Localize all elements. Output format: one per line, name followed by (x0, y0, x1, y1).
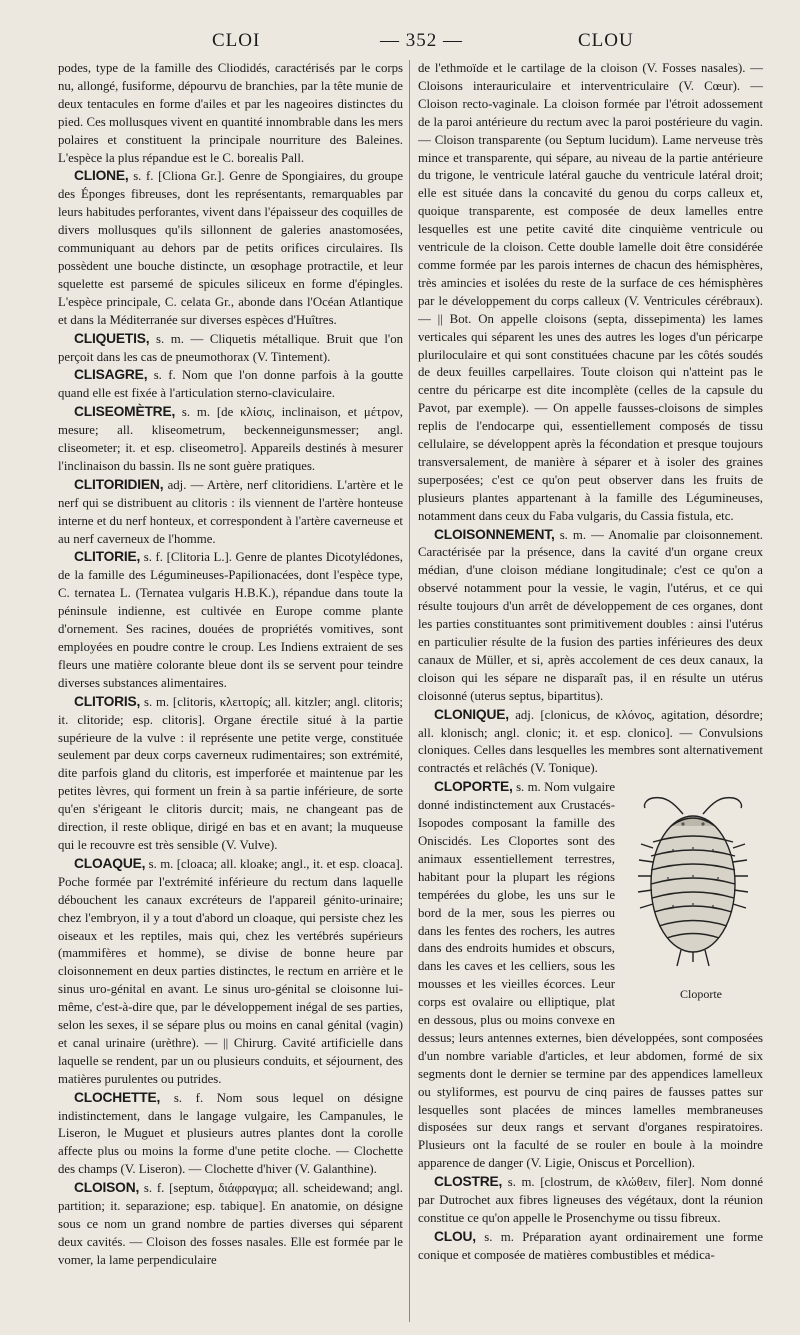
headword: CLOU, (434, 1228, 476, 1244)
figure-caption: Cloporte (680, 987, 722, 1002)
entry-clitorie: CLITORIE, s. f. [Clitoria L.]. Genre de plantes Dicotylédones, de la famille des Légumineuses-Papilionacées, dont l'espèce type, C. ternatea L. (Ternatea vulgaris H.B.K.), répandue dans toute la péninsule indienne, est cultivée en Europe comme plante d'ornement. Ses racines, douées de propriétés vomitives, sont employées en poudre contre le croup. Les Indiens extraient de ses fleurs une matière colorante bleue dont ils se servent pour teindre diverses substances alimentaires. (58, 549, 403, 690)
headword: CLISAGRE, (74, 367, 148, 383)
entry-cliseometre: CLISEOMÈTRE, s. m. [de κλίσις, inclinaison, et μέτρον, mesure; all. kliseometrum, beckenneigunsmesser; angl. cliseometer; it. et esp. cliseometro]. Appareils destinés à mesurer l'inclinaison du bassin. Ils ne sont guère pratiques. (58, 404, 403, 473)
entry-clitoris: CLITORIS, s. m. [clitoris, κλειτορίς; all. kitzler; angl. clitoris; it. clitoride; esp. clitoris]. Organe érectile situé à la partie supérieure de la vulve : il représente une petite verge, constituée seulement par deux corps caverneux rudimentaires; son extrémité, dite parfois gland du clitoris, est imperforée et maintenue par les petites lèvres, qui forment un frein à sa partie inférieure, de sorte qu'en s'érigeant le clitoris durcit; mais, ne changeant pas de direction, il reste oblique, dirigé en bas et en avant; la muqueuse qui le recouvre est très sensible (V. Vulve). (58, 693, 403, 852)
entry-clostre: CLOSTRE, s. m. [clostrum, de κλώθειν, filer]. Nom donné par Dutrochet aux fibres ligneuses des végétaux, dont la réunion constitue ce qu'on appelle le Prosenchyme ou tissu fibreux. (418, 1174, 763, 1225)
entry-clione: CLIONE, s. f. [Cliona Gr.]. Genre de Spongiaires, du groupe des Éponges fibreuses, dont les représentants, remarquables par leurs habitudes perforantes, vivent dans l'épaisseur des coquilles de divers mollusques qu'ils sillonnent de galeries anastomosées, communiquant au dehors par de petits orifices circulaires. Ils possèdent une bouche distincte, un œsophage protractile, et leur squelette est parsemé de spicules siliceux en forme d'épingles. L'espèce principale, C. celata Gr., abonde dans l'Océan Atlantique et dans la Méditerranée sur diverses espèces d'Huîtres. (58, 168, 403, 327)
column-divider (409, 60, 410, 1322)
entry-clisagre: CLISAGRE, s. f. Nom que l'on donne parfois à la goutte quand elle est fixée à l'articulation sterno-claviculaire. (58, 367, 403, 401)
headword: CLISEOMÈTRE, (74, 404, 176, 420)
entry-cloison: CLOISON, s. f. [septum, διάφραγμα; all. scheidewand; angl. partition; it. separazione; esp. tabique]. En anatomie, on désigne sous ce nom un grand nombre de parties diverses qui séparent deux cavités. — Cloison des fosses nasales. Elle est formée par le vomer, la lame perpendiculaire (58, 1180, 403, 1267)
headword: CLIONE, (74, 168, 129, 184)
entry-cloisonnement: CLOISONNEMENT, s. m. — Anomalie par cloisonnement. Caractérisée par la présence, dans la cavité d'un organe creux médian, d'une cloison médiane longitudinale; c'est ce qu'on a observé notamment pour la vessie, le vagin, l'utérus, et ce qui résulte toujours d'un arrêt de développement de ces organes, dont les parties constituantes sont primitivement doubles : ainsi l'utérus en particulier résulte de la fusion des parties inférieures des deux canaux de Müller, et si, après accolement de ces deux canaux, la cloison qui les sépare ne disparaît pas, il en résulte un utérus cloisonné (uterus septus, bipartitus). (418, 526, 763, 703)
entry-cloporte: Cloporte CLOPORTE, s. m. Nom vulgaire donné indistinctement aux Crustacés-Isopodes composant la famille des Oniscidés. Les Cloportes sont des animaux essentiellement terrestres, habitant pour la plupart les régions tempérées du globe, les uns sur le bord de la mer, sous les pierres ou dans les fentes des rochers, les autres dans des endroits humides et obscurs, dans les caves et les celliers, sous les mousses et les vieilles écorces. Leur corps est ovalaire ou elliptique, plat en dessous, plus ou moins convexe en dessus; leurs antennes externes, bien développées, sont composées d'un nombre variable d'articles, et leur abdomen, formé de six segments dont le dernier se termine par des appendices lamelleux ou styliformes, est pourvu de cinq paires de fausses pattes sur lesquelles sont placées de minces lamelles membraneuses disposées sur deux rangs et servant d'organes respiratoires. Plusieurs ont la faculté de se rouler en boule à la moindre apparence de danger (V. Ligie, Oniscus et Porcellion). (418, 779, 763, 1171)
header-right-guideword: CLOU (578, 30, 634, 51)
woodlouse-illustration (623, 784, 763, 984)
headword: CLITORIE, (74, 549, 141, 565)
right-column (418, 60, 763, 1318)
entry-continuation: de l'ethmoïde et le cartilage de la cloison (V. Fosses nasales). — Cloisons interauriculaire et interventriculaire (V. Cœur). — Cloison recto-vaginale. La cloison formée par l'étroit adossement de la paroi antérieure du rectum avec la paroi postérieure du vagin. — Cloison transparente (ou Septum lucidum). Lame nerveuse très mince et transparente, qui sépare, au niveau de la partie antérieure du trigone, le ventricule latéral gauche du ventricule latéral droit; elle est située dans la concavité du genou du corps calleux et, quoique transparente, est composée de deux lamelles entre lesquelles est une petite cavité dite cinquième ventricule ou ventricule de la cloison. Cette double lamelle doit être considérée comme formée par les parois internes de chacun des hémisphères, très amincies et isolées du reste de la surface de ces hémisphères par le développement du corps calleux (V. Ventricules cérébraux). — || Bot. On appelle cloisons (septa, dissepimenta) les lames verticales qui séparent les unes des autres les loges d'un péricarpe pluriloculaire et qui sont constituées chacune par les côtés soudés de deux feuilles carpellaires. Toute cloison qui n'atteint pas le centre du péricarpe est dite incomplète (celles de la capsule du Pavot, par exemple). — On appelle fausses-cloisons de simples replis de l'endocarpe qui, essentiellement composés de tissu cellulaire, se développent après la fécondation et presque toujours transversalement, de manière à séparer et à isoler des graines superposées; c'est ce qu'on peut observer dans les fruits de plusieurs plantes appartenant à la famille des Légumineuses, notamment dans ceux du Faba vulgaris, du Cassia fistula, etc. (418, 61, 763, 523)
entry-clitoridien: CLITORIDIEN, adj. — Artère, nerf clitoridiens. L'artère et le nerf qui se distribuent au clitoris : ils viennent de l'artère honteuse interne et du nerf honteux, et correspondent à l'artère caverneuse et au nerf caverneux de l'homme. (58, 476, 403, 546)
headword: CLONIQUE, (434, 706, 509, 722)
entry-cliquetis: CLIQUETIS, s. m. — Cliquetis métallique. Bruit que l'on perçoit dans les cas de pneumothorax (V. Tintement). (58, 330, 403, 364)
headword: CLOSTRE, (434, 1174, 503, 1190)
headword: CLOPORTE, (434, 779, 513, 795)
page-number: — 352 — (380, 30, 463, 51)
headword: CLOCHETTE, (74, 1089, 161, 1105)
headword: CLOAQUE, (74, 855, 146, 871)
entry-cloaque: CLOAQUE, s. m. [cloaca; all. kloake; angl., it. et esp. cloaca]. Poche formée par l'extrémité inférieure du rectum dans laquelle débouchent les canaux excréteurs de l'appareil génito-urinaire; chez l'embryon, il y a tout d'abord un cloaque, qui persiste chez les oiseaux et les reptiles, mais qui, chez les vertébrés supérieurs (mammifères et homme), se divise de bonne heure par cloisonnement en deux parties distinctes, le rectum en arrière et le sinus uro-génital en avant. Le sinus uro-génital se cloisonne lui-même, c'est-à-dire que, par le développement inégal de ses parties, selon les sexes, il se sépare plus ou moins en canal génital (vagin) et canal urinaire (urèthre). — || Chirurg. Cavité artificielle dans laquelle se rendent, par un ou plusieurs conduits, et séjournent, des matières purulentes ou putrides. (58, 855, 403, 1086)
headword: CLITORIS, (74, 693, 141, 709)
entry-continuation: podes, type de la famille des Cliodidés, caractérisés par le corps nu, allongé, fusiforme, dépourvu de branchies, par la tête munie de deux tentacules en forme d'ailes et par les nageoires distinctes du pied. Ces mollusques vivent en quantité innombrable dans les mers polaires et constituent la principale nourriture des Baleines. L'espèce la plus répandue est le C. borealis Pall. (58, 61, 403, 165)
headword: CLOISONNEMENT, (434, 526, 555, 542)
header-left-guideword: CLOI (212, 30, 261, 51)
headword: CLITORIDIEN, (74, 476, 164, 492)
entry-clochette: CLOCHETTE, s. f. Nom sous lequel on désigne indistinctement, dans le langage vulgaire, les Campanules, le Liseron, le Muguet et plusieurs autres plantes dont la corolle affecte plus ou moins la forme d'une petite cloche. — Clochette des champs (V. Liseron). — Clochette d'hiver (V. Galanthine). (58, 1089, 403, 1177)
woodlouse-figure (623, 784, 763, 1014)
entry-clonique: CLONIQUE, adj. [clonicus, de κλόνος, agitation, désordre; all. klonisch; angl. clonic; it. et esp. clonico]. — Convulsions cloniques. Celles dans lesquelles les membres sont alternativement contractés et relâchés (V. Tonique). (418, 706, 763, 776)
entry-clou: CLOU, s. m. Préparation ayant ordinairement une forme conique et composée de matières combustibles et médica- (418, 1228, 763, 1262)
running-header (0, 22, 800, 62)
headword: CLOISON, (74, 1180, 140, 1196)
left-column (58, 60, 403, 1318)
headword: CLIQUETIS, (74, 330, 150, 346)
